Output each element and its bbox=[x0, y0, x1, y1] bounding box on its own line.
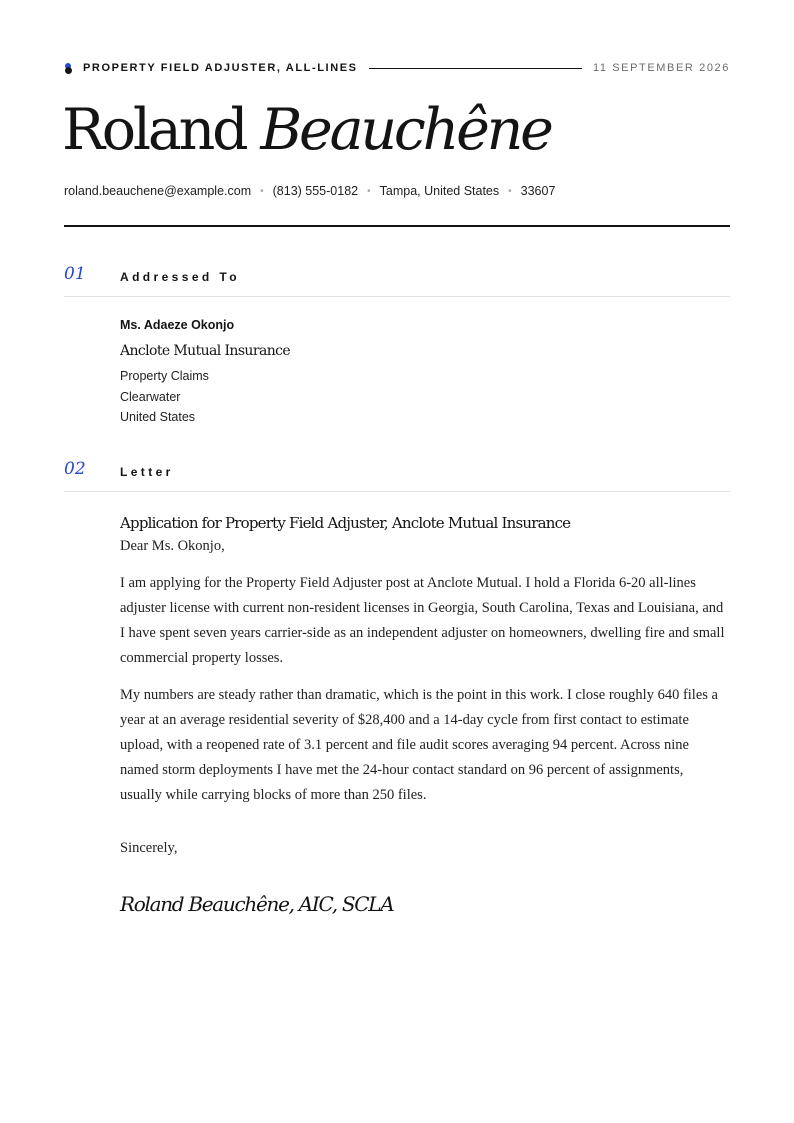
recipient-organization: Anclote Mutual Insurance bbox=[120, 343, 291, 359]
recipient-department: Property Claims bbox=[120, 369, 209, 383]
letter-date: 11 SEPTEMBER 2026 bbox=[592, 62, 730, 74]
recipient-address-block bbox=[120, 316, 290, 428]
recipient-name: Ms. Adaeze Okonjo bbox=[120, 318, 235, 332]
contact-phone[interactable]: (813) 555-0182 bbox=[272, 184, 359, 198]
header-divider bbox=[369, 68, 582, 69]
separator-dot-icon: • bbox=[260, 185, 264, 197]
contact-email[interactable]: roland.beauchene@example.com bbox=[64, 184, 252, 198]
section-title-addressed-to: Addressed To bbox=[120, 270, 240, 284]
letter-subject: Application for Property Field Adjuster, Anclote Mutual Insurance bbox=[120, 514, 571, 532]
section-title-letter: Letter bbox=[120, 465, 174, 479]
letter-signature: Roland Beauchêne, AIC, SCLA bbox=[120, 892, 394, 916]
letter-salutation: Dear Ms. Okonjo, bbox=[120, 538, 225, 554]
letter-paragraph: My numbers are steady rather than dramatic, which is the point in this work. I close roughly 640 files a year at an average residential severity of $28,400 and a 14-day cycle from first contact to estimate upload, with a reopened rate of 3.1 percent and file audit scores averaging 94 percent. Across nine named storm deployments I have met the 24-hour contact standard on 96 percent of assignments, usually while carrying blocks of more than 250 files. bbox=[120, 687, 718, 803]
separator-dot-icon: • bbox=[508, 185, 512, 197]
recipient-country: United States bbox=[120, 410, 196, 424]
section-divider bbox=[64, 491, 730, 492]
job-role: PROPERTY FIELD ADJUSTER, ALL-LINES bbox=[83, 62, 358, 74]
separator-dot-icon: • bbox=[367, 185, 371, 197]
letter-paragraph: I am applying for the Property Field Adjuster post at Anclote Mutual. I hold a Florida 6-20 all-lines adjuster license with current non-resident licenses in Georgia, South Carolina, Texas and Louisiana, and I have spent seven years carrier-side as an independent adjuster on homeowners, dwelling fire and small commercial property losses. bbox=[120, 575, 725, 666]
letter-body bbox=[120, 512, 726, 919]
contact-postal-code: 33607 bbox=[520, 184, 556, 198]
recipient-city: Clearwater bbox=[120, 389, 181, 404]
first-name: Roland bbox=[62, 97, 246, 163]
letter-closing: Sincerely, bbox=[120, 840, 178, 856]
applicant-name bbox=[62, 92, 551, 168]
last-name: Beauchêne bbox=[260, 97, 551, 163]
section-number-letter: 02 bbox=[64, 459, 86, 479]
section-number-addressed-to: 01 bbox=[64, 264, 86, 284]
section-divider bbox=[64, 296, 730, 297]
header-bottom-rule bbox=[64, 225, 730, 227]
accent-dots-icon bbox=[64, 62, 74, 74]
contact-location: Tampa, United States bbox=[379, 184, 500, 198]
header-topline bbox=[64, 60, 730, 76]
contact-line bbox=[64, 184, 555, 198]
